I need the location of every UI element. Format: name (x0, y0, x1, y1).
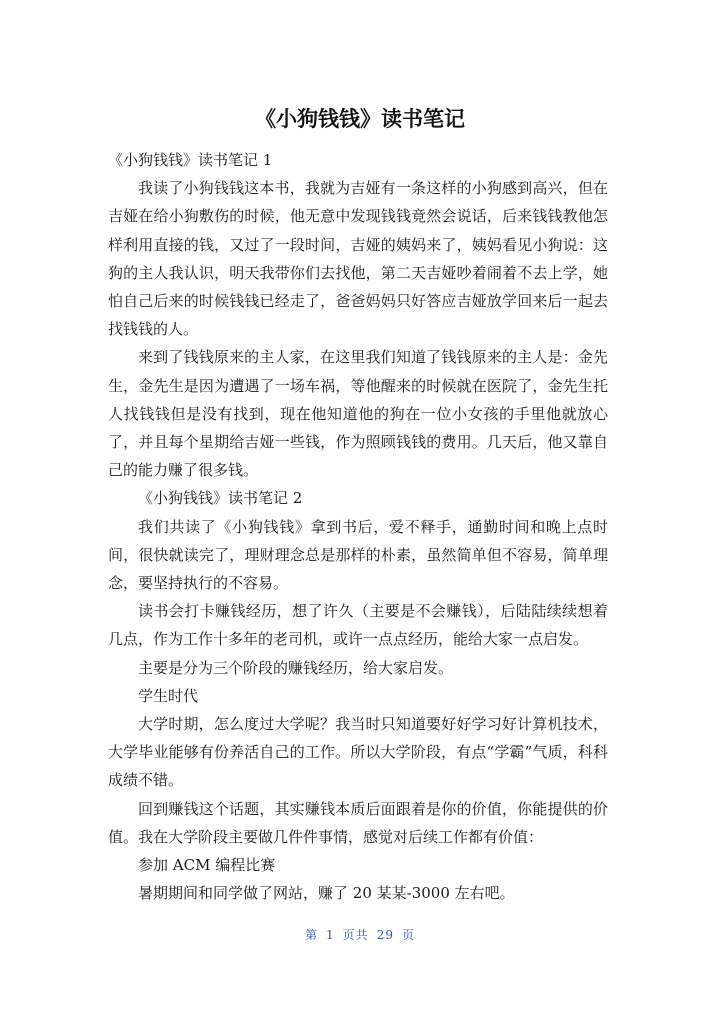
paragraph: 我读了小狗钱钱这本书，我就为吉娅有一条这样的小狗感到高兴，但在吉娅在给小狗敷伤的时候，他无意中发现钱钱竟然会说话，后来钱钱教他怎样利用直接的钱，又过了一段时间，吉娅的姨妈来了，姨妈看见小狗说：这狗的主人我认识，明天我带你们去找他，第二天吉娅吵着闹着不去上学，她怕自己后来的时候钱钱已经走了，爸爸妈妈只好答应吉娅放学回来后一起去找钱钱的人。 (108, 179, 608, 339)
section-heading-1: 《小狗钱钱》读书笔记 1 (108, 151, 273, 169)
page-label-suffix: 页 (401, 928, 415, 942)
page-label-prefix: 第 (305, 928, 319, 942)
total-pages: 29 (376, 928, 394, 942)
paragraph-heading: 参加 ACM 编程比赛 (138, 856, 276, 875)
paragraph: 大学时期，怎么度过大学呢？我当时只知道要好好学习好计算机技术，大学毕业能够有份养活自己的工作。所以大学阶段，有点“学霸”气质，科科成绩不错。 (108, 715, 608, 790)
page-label-middle: 页共 (342, 928, 369, 942)
paragraph: 暑期期间和同学做了网站，赚了 20 某某-3000 左右吧。 (138, 884, 515, 903)
page-number: 1 (326, 928, 335, 942)
paragraph: 主要是分为三个阶段的赚钱经历，给大家启发。 (138, 658, 454, 677)
paragraph: 读书会打卡赚钱经历，想了许久（主要是不会赚钱），后陆陆续续想着几点，作为工作十多年的老司机，或许一点点经历，能给大家一点启发。 (108, 602, 608, 649)
paragraph: 我们共读了《小狗钱钱》拿到书后，爱不释手，通勤时间和晚上点时间，很快就读完了，理财理念总是那样的朴素，虽然简单但不容易，简单理念，要坚持执行的不容易。 (108, 517, 608, 593)
paragraph: 回到赚钱这个话题，其实赚钱本质后面跟着是你的价值，你能提供的价值。我在大学阶段主要做几件件事情，感觉对后续工作都有价值： (108, 799, 608, 846)
page-footer (0, 926, 720, 943)
document-body (108, 146, 608, 907)
paragraph-heading: 学生时代 (138, 686, 199, 705)
section-heading-2: 《小狗钱钱》读书笔记 2 (138, 489, 303, 508)
paragraph: 来到了钱钱原来的主人家，在这里我们知道了钱钱原来的主人是：金先生，金先生是因为遭遇了一场车祸，等他醒来的时候就在医院了，金先生托人找钱钱但是没有找到，现在他知道他的狗在一位小女孩的手里他就放心了，并且每个星期给吉娅一些钱，作为照顾钱钱的费用。几天后，他又靠自己的能力赚了很多钱。 (108, 348, 608, 480)
document-title: 《小狗钱钱》读书笔记 (255, 107, 465, 131)
